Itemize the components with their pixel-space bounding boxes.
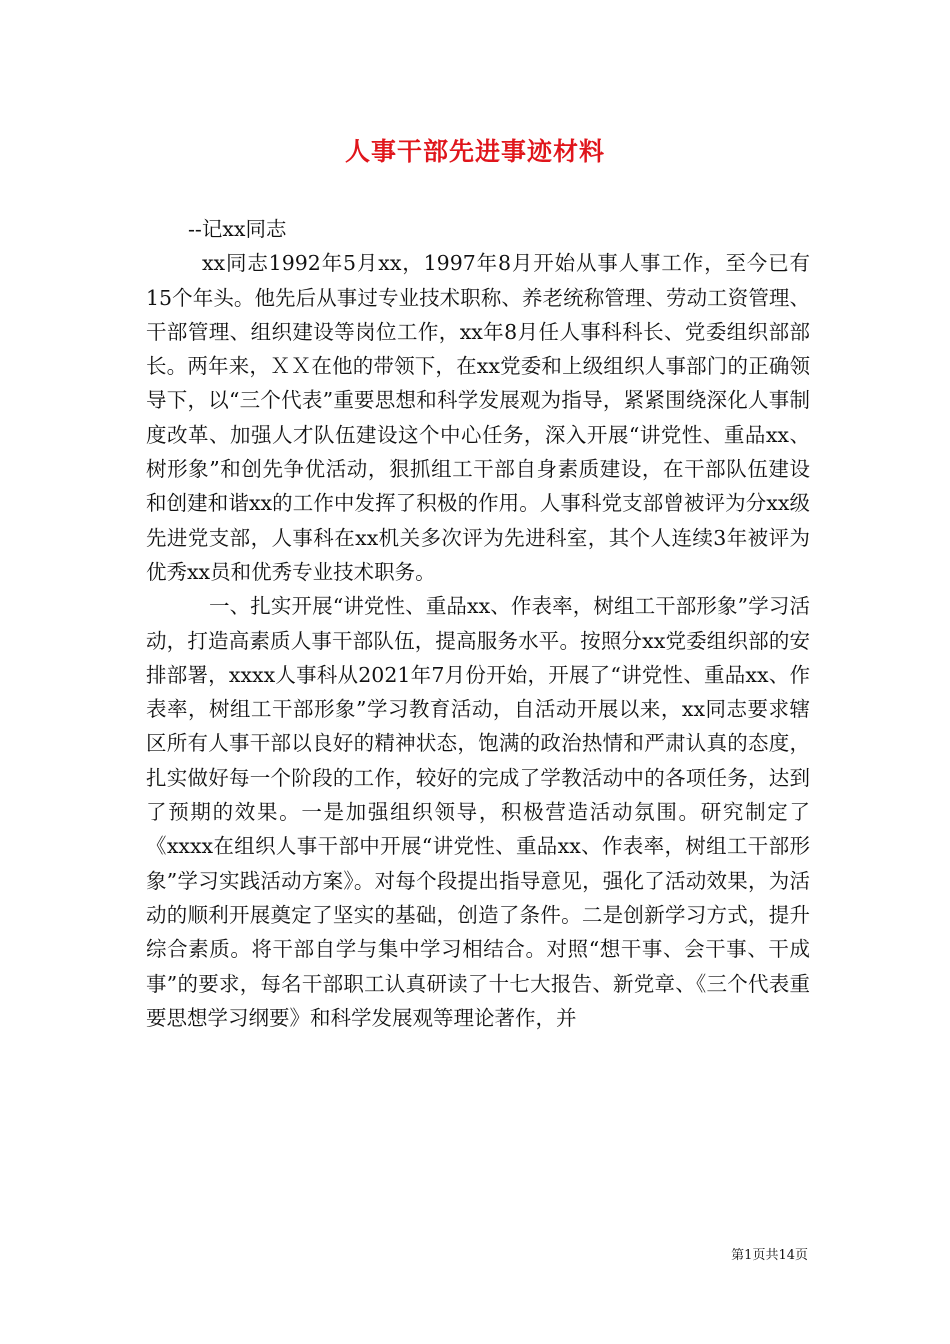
document-body bbox=[146, 212, 810, 1035]
paragraph-1: xx同志1992年5月xx，1997年8月开始从事人事工作，至今已有15个年头。他先后从事过专业技术职称、养老统称管理、劳动工资管理、干部管理、组织建设等岗位工作，xx年8月任人事科科长、党委组织部部长。两年来，ＸＸ在他的带领下，在xx党委和上级组织人事部门的正确领导下，以“三个代表”重要思想和科学发展观为指导，紧紧围绕深化人事制度改革、加强人才队伍建设这个中心任务，深入开展“讲党性、重品xx、树形象”和创先争优活动，狠抓组工干部自身素质建设，在干部队伍建设和创建和谐xx的工作中发挥了积极的作用。人事科党支部曾被评为分xx级先进党支部，人事科在xx机关多次评为先进科室，其个人连续3年被评为优秀xx员和优秀专业技术职务。 bbox=[146, 251, 810, 584]
page-number: 第1页共14页 bbox=[731, 1248, 808, 1263]
document-subtitle: --记xx同志 bbox=[188, 217, 287, 241]
paragraph-2: 一、扎实开展“讲党性、重品xx、作表率，树组工干部形象”学习活动，打造高素质人事干部队伍，提高服务水平。按照分xx党委组织部的安排部署，xxxx人事科从2021年7月份开始，开展了“讲党性、重品xx、作表率，树组工干部形象”学习教育活动，自活动开展以来，xx同志要求辖区所有人事干部以良好的精神状态，饱满的政治热情和严肃认真的态度，扎实做好每一个阶段的工作，较好的完成了学教活动中的各项任务，达到了预期的效果。一是加强组织领导，积极营造活动氛围。研究制定了《xxxx在组织人事干部中开展“讲党性、重品xx、作表率，树组工干部形象”学习实践活动方案》。对每个段提出指导意见，强化了活动效果，为活动的顺利开展奠定了坚实的基础，创造了条件。二是创新学习方式，提升综合素质。将干部自学与集中学习相结合。对照“想干事、会干事、干成事”的要求，每名干部职工认真研读了十七大报告、新党章、《三个代表重要思想学习纲要》和科学发展观等理论著作，并 bbox=[146, 594, 810, 1030]
document-title: 人事干部先进事迹材料 bbox=[344, 137, 605, 166]
